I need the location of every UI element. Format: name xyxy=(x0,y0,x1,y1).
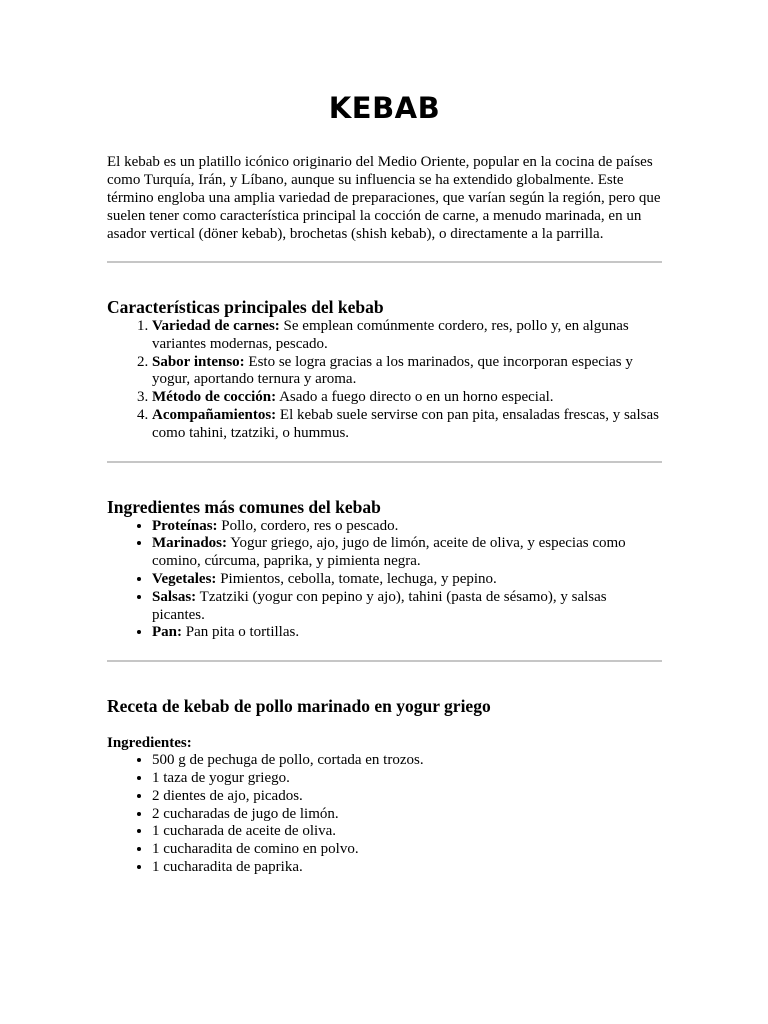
document-title: KEBAB xyxy=(328,91,441,125)
list-item xyxy=(152,407,662,443)
item-label: Proteínas: xyxy=(152,517,218,534)
item-label: Salsas: xyxy=(152,588,197,605)
list-item xyxy=(152,624,662,642)
list-item: • 1 cucharadita de comino en polvo. xyxy=(152,841,662,859)
intro-paragraph: El kebab es un platillo icónico originario del Medio Oriente, popular en la cocina de países como Turquía, Irán, y Líbano, aunque su influencia se ha extendido globalmente. Este término engloba una amplia variedad de preparaciones, que varían según la región, pero que suelen tener como característica principal la cocción de carne, a menudo marinada, en un asador vertical (döner kebab), brochetas (shish kebab), o directamente a la parrilla. xyxy=(107,154,661,242)
section-recipe xyxy=(107,695,662,877)
list-item: • 2 cucharadas de jugo de limón. xyxy=(152,806,662,824)
list-item xyxy=(152,318,662,354)
recipe-ingredients-list xyxy=(107,752,662,877)
list-item xyxy=(152,518,662,536)
item-label: Variedad de carnes: xyxy=(152,318,280,334)
section-divider xyxy=(107,660,662,662)
item-label: Sabor intenso: xyxy=(152,353,245,370)
list-item xyxy=(152,535,662,571)
section-heading: Ingredientes más comunes del kebab xyxy=(107,496,381,517)
item-label: Método de cocción: xyxy=(152,389,277,406)
section-ingredients xyxy=(107,496,662,643)
ingredients-subheading: Ingredientes: xyxy=(107,735,192,752)
list-item xyxy=(152,354,662,390)
characteristics-list xyxy=(107,318,662,443)
list-item xyxy=(152,571,662,589)
section-divider xyxy=(107,461,662,463)
item-text: Esto se logra gracias a los marinados, que incorporan especias y yogur, aportando ternura y aroma. xyxy=(152,353,633,388)
section-characteristics xyxy=(107,296,662,443)
section-heading: Características principales del kebab xyxy=(107,297,384,317)
item-text: Tzatziki (yogur con pepino y ajo), tahini (pasta de sésamo), y salsas picantes. xyxy=(152,588,607,623)
item-text: Pollo, cordero, res o pescado. xyxy=(217,517,399,534)
item-text: Pan pita o tortillas. xyxy=(182,624,300,641)
item-label: Pan: xyxy=(152,624,182,641)
list-item: • 1 cucharadita de paprika. xyxy=(152,859,662,877)
list-item: • 1 taza de yogur griego. xyxy=(152,770,662,788)
section-divider xyxy=(107,261,662,263)
item-label: Vegetales: xyxy=(152,570,217,587)
item-label: Acompañamientos: xyxy=(152,406,277,423)
list-item xyxy=(152,589,662,625)
item-text: Pimientos, cebolla, tomate, lechuga, y pepino. xyxy=(216,570,497,587)
list-item: • 1 cucharada de aceite de oliva. xyxy=(152,823,662,841)
section-heading: Receta de kebab de pollo marinado en yogur griego xyxy=(107,696,491,717)
list-item: • 2 dientes de ajo, picados. xyxy=(152,788,662,806)
list-item xyxy=(152,389,662,407)
item-text: El kebab suele servirse con pan pita, ensaladas frescas, y salsas como tahini, tzatziki, o hummus. xyxy=(152,406,659,441)
item-label: Marinados: xyxy=(152,535,227,552)
ingredients-list xyxy=(107,518,662,643)
item-text: Yogur griego, ajo, jugo de limón, aceite de oliva, y especias como comino, cúrcuma, paprika, y pimienta negra. xyxy=(152,535,626,570)
document-content xyxy=(107,88,662,877)
item-text: Asado a fuego directo o en un horno especial. xyxy=(276,389,554,406)
item-text: Se emplean comúnmente cordero, res, pollo y, en algunas variantes modernas, pescado. xyxy=(152,318,629,352)
list-item: • 500 g de pechuga de pollo, cortada en trozos. xyxy=(152,752,662,770)
